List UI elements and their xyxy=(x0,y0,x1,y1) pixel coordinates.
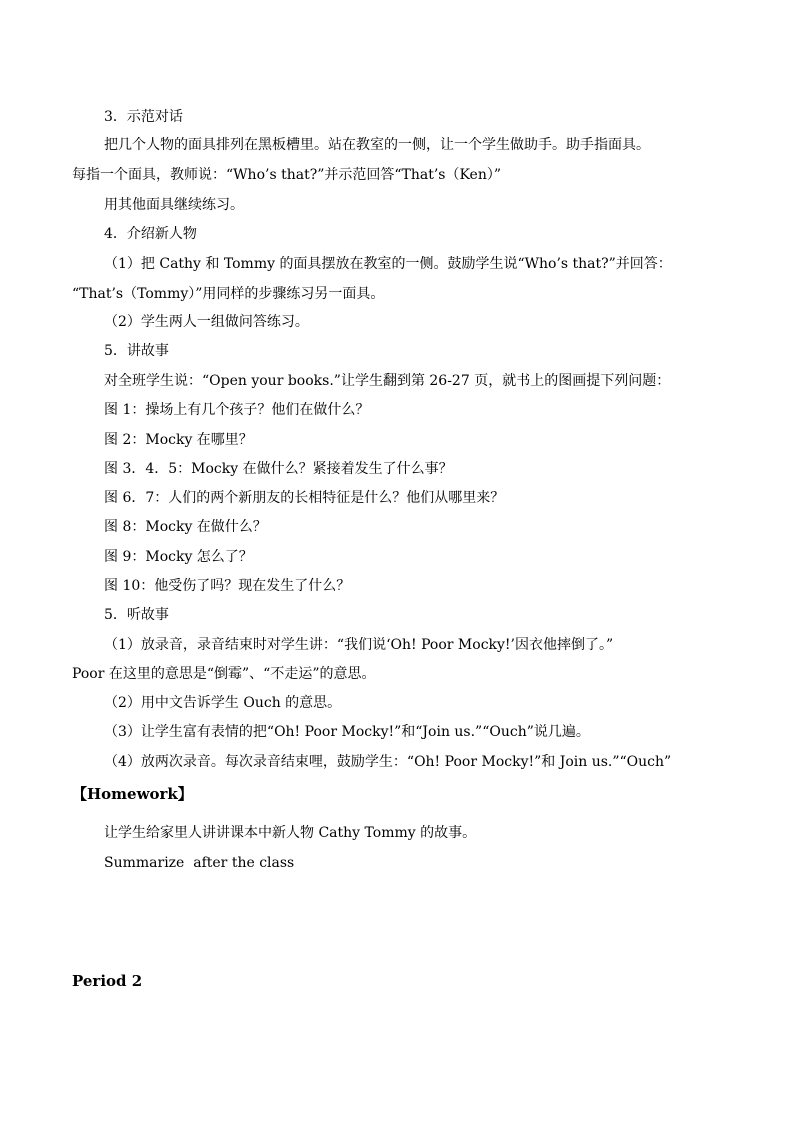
question-line: 图 2：Mocky 在哪里？ xyxy=(104,432,253,448)
paragraph-line: （3）让学生富有表情的把“Oh! Poor Mocky!”和“Join us.”“Ouch”说几遍。 xyxy=(104,724,590,740)
question-line: 图 10：他受伤了吗？现在发生了什么？ xyxy=(104,578,351,594)
step-5-listen-heading: 5．听故事 xyxy=(104,607,169,623)
paragraph-line: 对全班学生说：“Open your books.”让学生翻到第 26-27 页，就书上的图画提下列问题： xyxy=(104,373,671,389)
paragraph-line: “That’s（Tommy）”用同样的步骤练习另一面具。 xyxy=(72,286,385,302)
paragraph-line: Poor 在这里的意思是“倒霉”、“不走运”的意思。 xyxy=(72,666,376,682)
step-3-heading: 3．示范对话 xyxy=(104,109,183,125)
question-line: 图 9：Mocky 怎么了？ xyxy=(104,549,253,565)
question-line: 图 1：操场上有几个孩子？他们在做什么？ xyxy=(104,402,370,418)
paragraph-line: （1）把 Cathy 和 Tommy 的面具摆放在教室的一侧。鼓励学生说“Who’s that?”并回答： xyxy=(104,256,672,272)
homework-heading: 【Homework】 xyxy=(72,785,193,803)
period-heading: Period 2 xyxy=(72,972,143,990)
summary-text: Summarize after the class xyxy=(104,855,295,871)
paragraph-line: （4）放两次录音。每次录音结束哩，鼓励学生：“Oh! Poor Mocky!”和 Join us.”“Ouch” xyxy=(104,754,672,770)
step-4-heading: 4．介绍新人物 xyxy=(104,226,197,242)
question-line: 图 8：Mocky 在做什么？ xyxy=(104,519,267,535)
paragraph-line: 把几个人物的面具排列在黑板槽里。站在教室的一侧，让一个学生做助手。助手指面具。 xyxy=(104,137,650,153)
paragraph-line: （2）用中文告诉学生 Ouch 的意思。 xyxy=(104,695,342,711)
paragraph-line: 用其他面具继续练习。 xyxy=(104,197,244,213)
paragraph-line: 每指一个面具，教师说：“Who’s that?”并示范回答“That’s（Ken）” xyxy=(72,167,502,183)
question-line: 图 3．4．5：Mocky 在做什么？紧接着发生了什么事？ xyxy=(104,461,453,477)
paragraph-line: （1）放录音，录音结束时对学生讲：“我们说‘Oh! Poor Mocky!’因衣他摔倒了。” xyxy=(104,637,614,653)
paragraph-line: （2）学生两人一组做问答练习。 xyxy=(104,314,309,330)
step-5-heading: 5．讲故事 xyxy=(104,343,169,359)
homework-text: 让学生给家里人讲讲课本中新人物 Cathy Tommy 的故事。 xyxy=(104,825,477,841)
question-line: 图 6．7：人们的两个新朋友的长相特征是什么？他们从哪里来？ xyxy=(104,490,505,506)
